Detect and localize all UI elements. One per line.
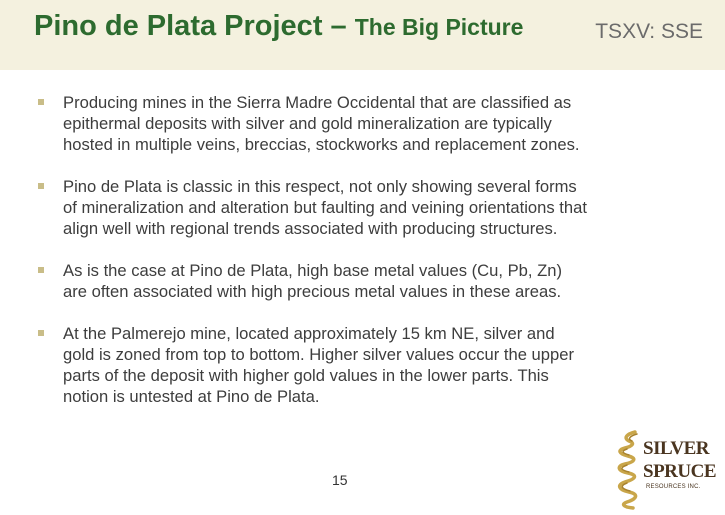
bullet-line: are often associated with high precious metal values in these areas. xyxy=(63,282,562,301)
bullet-line: hosted in multiple veins, breccias, stockworks and replacement zones. xyxy=(63,135,580,154)
bullet-line: As is the case at Pino de Plata, high base metal values (Cu, Pb, Zn) xyxy=(63,261,562,280)
bullet-line: of mineralization and alteration but faulting and veining orientations that xyxy=(63,198,587,217)
ticker-symbol: TSXV: SSE xyxy=(595,20,703,43)
page-number: 15 xyxy=(332,472,348,488)
logo-text-spruce: SPRUCE xyxy=(643,461,717,482)
title-separator: – xyxy=(322,10,355,42)
title-subtitle: The Big Picture xyxy=(354,14,524,40)
bullet-line: epithermal deposits with silver and gold mineralization are typically xyxy=(63,114,552,133)
slide-title xyxy=(34,10,523,43)
square-bullet-icon xyxy=(38,330,44,336)
logo-text-resources: RESOURCES INC. xyxy=(646,484,701,490)
bullet-item xyxy=(38,260,688,302)
bullet-line: Producing mines in the Sierra Madre Occidental that are classified as xyxy=(63,93,572,112)
square-bullet-icon xyxy=(38,99,44,105)
bullet-list xyxy=(38,92,688,428)
slide-header xyxy=(0,0,725,70)
title-main: Pino de Plata Project xyxy=(34,10,323,42)
spruce-tree-icon xyxy=(613,428,647,510)
bullet-line: align well with regional trends associated with producing structures. xyxy=(63,219,558,238)
bullet-line: gold is zoned from top to bottom. Higher silver values occur the upper xyxy=(63,345,574,364)
logo-text-silver: SILVER xyxy=(643,438,710,459)
bullet-item xyxy=(38,323,688,407)
bullet-line: At the Palmerejo mine, located approximately 15 km NE, silver and xyxy=(63,324,555,343)
bullet-line: parts of the deposit with higher gold values in the lower parts. This xyxy=(63,366,549,385)
bullet-line: Pino de Plata is classic in this respect, not only showing several forms xyxy=(63,177,577,196)
square-bullet-icon xyxy=(38,267,44,273)
bullet-item xyxy=(38,92,688,155)
company-logo xyxy=(613,428,718,510)
bullet-item xyxy=(38,176,688,239)
bullet-line: notion is untested at Pino de Plata. xyxy=(63,387,320,406)
square-bullet-icon xyxy=(38,183,44,189)
